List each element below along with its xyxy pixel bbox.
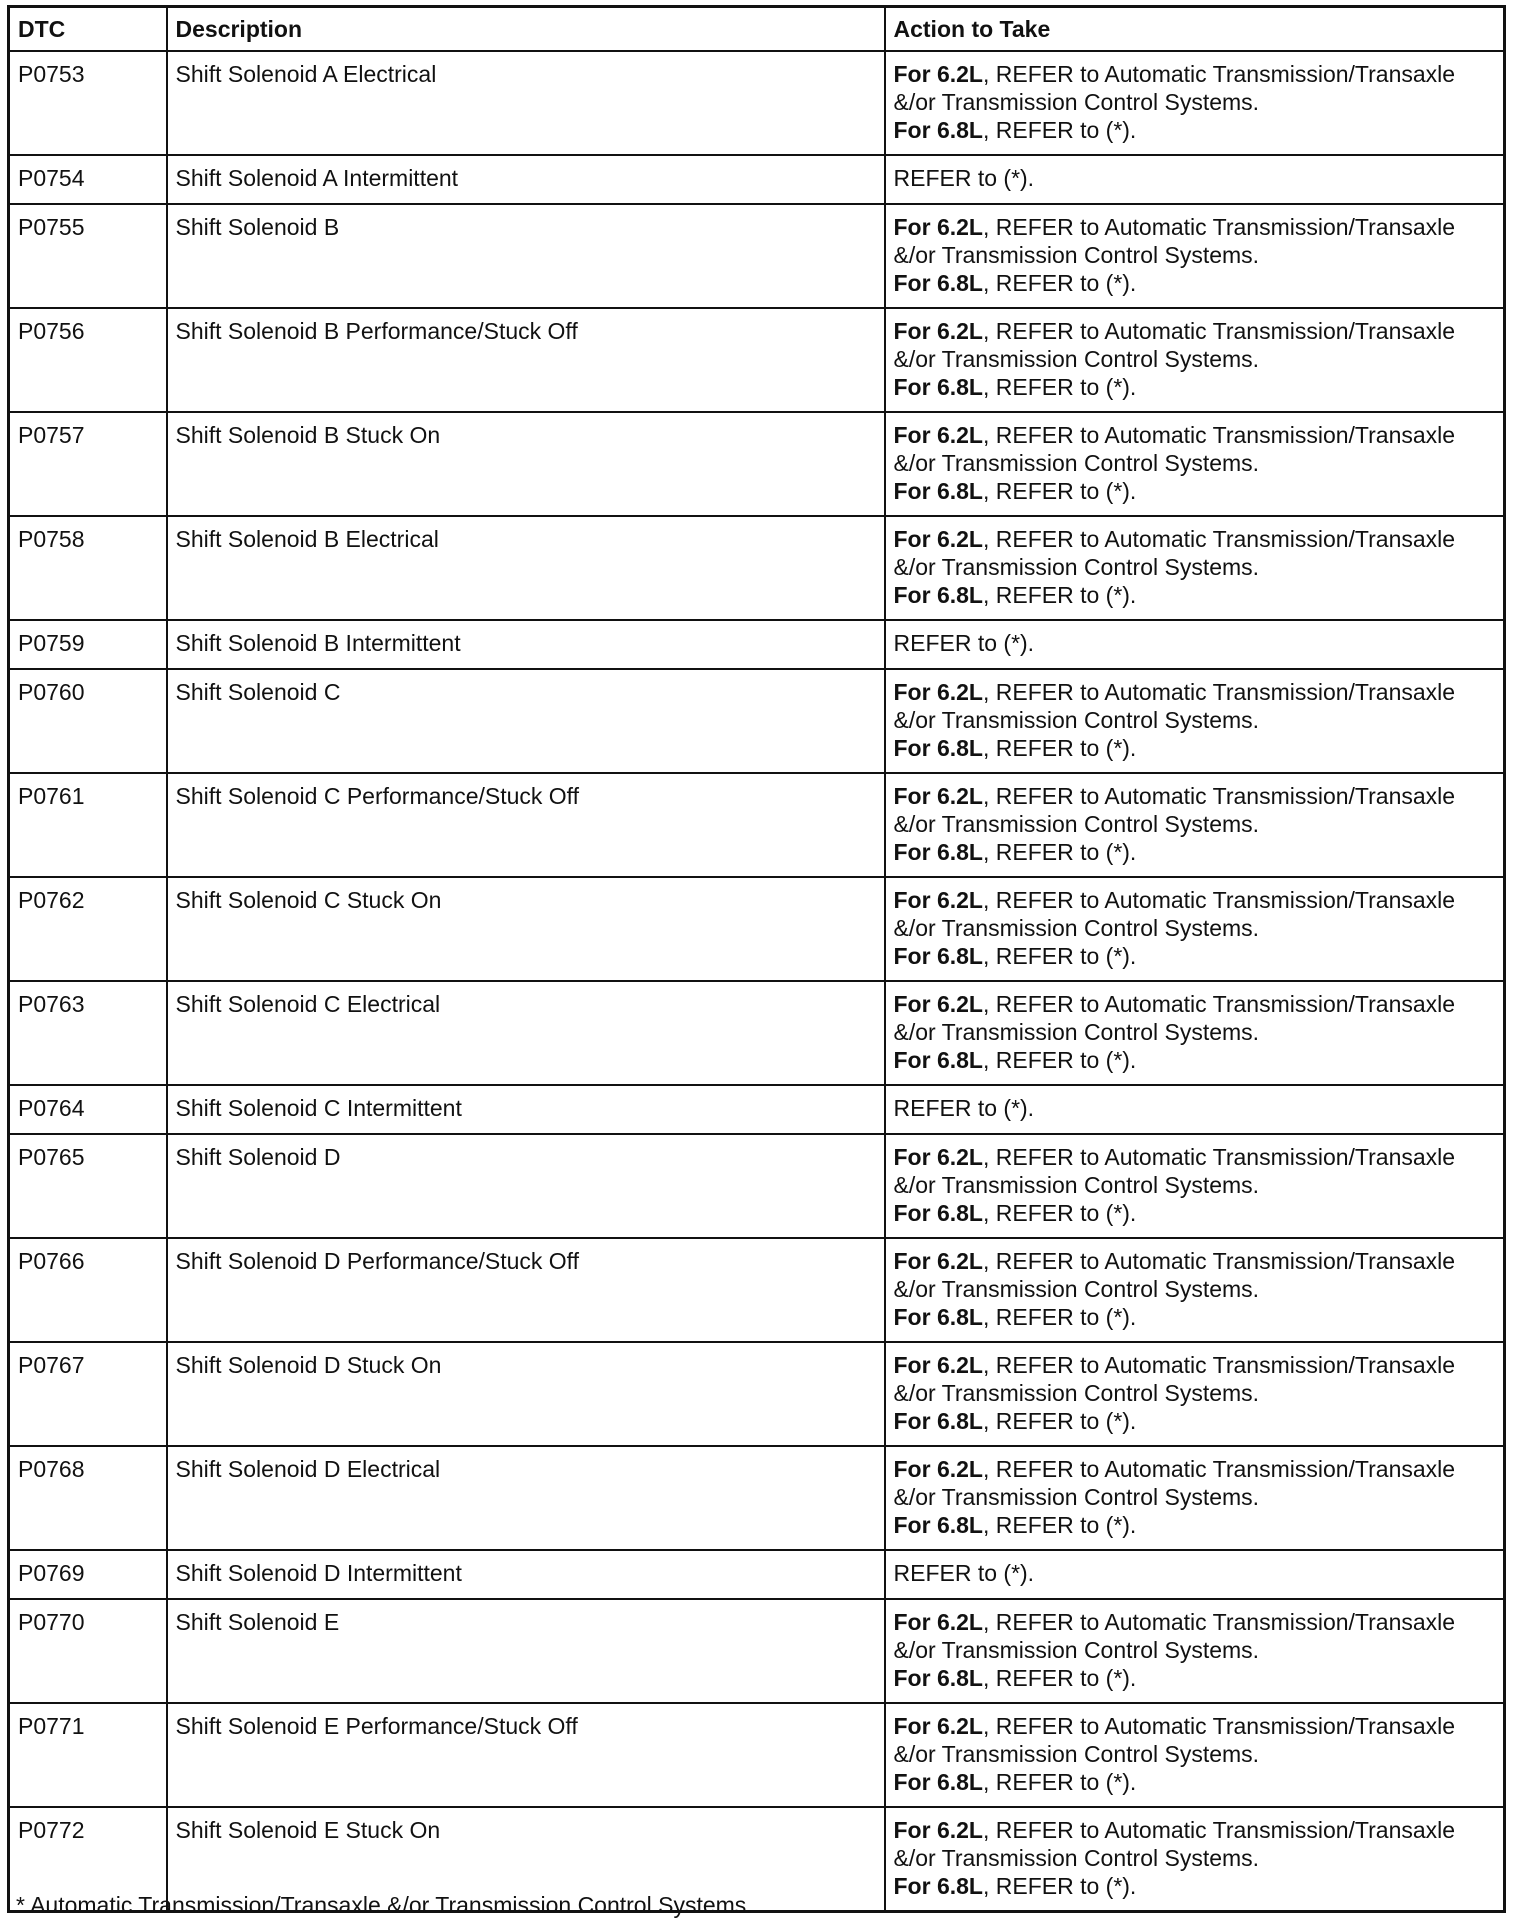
action-line-2: &/or Transmission Control Systems.	[893, 346, 1260, 372]
action-line-1	[894, 1816, 1496, 1844]
action-line-3	[894, 1303, 1496, 1331]
for-62l-label: For 6.2L	[893, 887, 983, 913]
for-68l-label: For 6.8L	[893, 1769, 983, 1795]
action-line-3	[894, 1199, 1496, 1227]
for-62l-label: For 6.2L	[893, 783, 983, 809]
dtc-description: Shift Solenoid C Intermittent	[167, 1085, 885, 1134]
table-row	[9, 516, 1505, 620]
for-68l-label: For 6.8L	[893, 1512, 983, 1538]
action-line-1	[894, 421, 1496, 449]
dtc-code: P0762	[9, 877, 167, 981]
action-line-3	[894, 1872, 1496, 1900]
action-cell	[885, 51, 1505, 155]
for-68l-label: For 6.8L	[893, 1200, 983, 1226]
refer-automatic-text: , REFER to Automatic Transmission/Transaxle	[982, 679, 1456, 705]
dtc-description: Shift Solenoid B Electrical	[167, 516, 885, 620]
dtc-code: P0758	[9, 516, 167, 620]
action-cell	[885, 1599, 1505, 1703]
action-line-2: &/or Transmission Control Systems.	[893, 89, 1260, 115]
for-68l-label: For 6.8L	[893, 1304, 983, 1330]
table-row	[9, 1238, 1505, 1342]
for-68l-label: For 6.8L	[893, 270, 983, 296]
action-cell	[885, 1807, 1505, 1912]
dtc-code: P0769	[9, 1550, 167, 1599]
action-line-1	[894, 525, 1496, 553]
refer-star-text: , REFER to (*).	[982, 1769, 1137, 1795]
dtc-description: Shift Solenoid C	[167, 669, 885, 773]
refer-star-text: , REFER to (*).	[982, 735, 1137, 761]
dtc-description: Shift Solenoid B	[167, 204, 885, 308]
dtc-table	[7, 5, 1506, 1913]
for-62l-label: For 6.2L	[893, 1144, 983, 1170]
action-cell	[885, 1134, 1505, 1238]
dtc-description: Shift Solenoid C Performance/Stuck Off	[167, 773, 885, 877]
refer-star-text: , REFER to (*).	[982, 478, 1137, 504]
dtc-description: Shift Solenoid E	[167, 1599, 885, 1703]
action-cell	[885, 981, 1505, 1085]
for-62l-label: For 6.2L	[893, 679, 983, 705]
table-row	[9, 204, 1505, 308]
for-62l-label: For 6.2L	[893, 1352, 983, 1378]
action-line-1	[894, 317, 1496, 345]
action-cell	[885, 1342, 1505, 1446]
table-row	[9, 620, 1505, 669]
dtc-description: Shift Solenoid C Stuck On	[167, 877, 885, 981]
action-line-3	[894, 1046, 1496, 1074]
for-68l-label: For 6.8L	[893, 1873, 983, 1899]
action-line-3	[894, 734, 1496, 762]
action-line-2: &/or Transmission Control Systems.	[893, 1276, 1260, 1302]
action-line-2: &/or Transmission Control Systems.	[893, 450, 1260, 476]
action-line-1	[894, 1608, 1496, 1636]
action-line-2: &/or Transmission Control Systems.	[893, 242, 1260, 268]
dtc-description: Shift Solenoid D Electrical	[167, 1446, 885, 1550]
action-line-2: &/or Transmission Control Systems.	[893, 915, 1260, 941]
for-62l-label: For 6.2L	[893, 1609, 983, 1635]
for-62l-label: For 6.2L	[893, 422, 983, 448]
action-line-2: &/or Transmission Control Systems.	[893, 811, 1260, 837]
table-row	[9, 308, 1505, 412]
action-line-2: &/or Transmission Control Systems.	[893, 1741, 1260, 1767]
dtc-code: P0772	[9, 1807, 167, 1912]
dtc-description: Shift Solenoid C Electrical	[167, 981, 885, 1085]
table-row	[9, 1085, 1505, 1134]
action-cell	[885, 620, 1505, 669]
action-line-3	[894, 1511, 1496, 1539]
action-line-3	[894, 477, 1496, 505]
action-line-3	[894, 269, 1496, 297]
table-row	[9, 773, 1505, 877]
table-row	[9, 1446, 1505, 1550]
table-row	[9, 981, 1505, 1085]
dtc-description: Shift Solenoid D Intermittent	[167, 1550, 885, 1599]
dtc-description: Shift Solenoid A Intermittent	[167, 155, 885, 204]
dtc-description: Shift Solenoid D	[167, 1134, 885, 1238]
action-refer-text: REFER to (*).	[893, 630, 1035, 656]
action-line-2: &/or Transmission Control Systems.	[893, 1484, 1260, 1510]
for-62l-label: For 6.2L	[893, 991, 983, 1017]
action-line-2: &/or Transmission Control Systems.	[893, 1019, 1260, 1045]
refer-star-text: , REFER to (*).	[982, 1512, 1137, 1538]
action-line-2: &/or Transmission Control Systems.	[893, 1172, 1260, 1198]
dtc-code: P0770	[9, 1599, 167, 1703]
action-cell	[885, 877, 1505, 981]
for-68l-label: For 6.8L	[893, 117, 983, 143]
action-cell	[885, 1085, 1505, 1134]
refer-star-text: , REFER to (*).	[982, 582, 1137, 608]
refer-automatic-text: , REFER to Automatic Transmission/Transaxle	[982, 783, 1456, 809]
dtc-code: P0757	[9, 412, 167, 516]
action-cell	[885, 308, 1505, 412]
dtc-code: P0759	[9, 620, 167, 669]
table-body	[9, 51, 1505, 1912]
action-line-1	[894, 990, 1496, 1018]
table-row	[9, 1342, 1505, 1446]
refer-automatic-text: , REFER to Automatic Transmission/Transaxle	[982, 318, 1456, 344]
dtc-code: P0756	[9, 308, 167, 412]
action-line-1	[894, 678, 1496, 706]
refer-automatic-text: , REFER to Automatic Transmission/Transaxle	[982, 422, 1456, 448]
dtc-description: Shift Solenoid B Stuck On	[167, 412, 885, 516]
dtc-description: Shift Solenoid E Stuck On	[167, 1807, 885, 1912]
refer-automatic-text: , REFER to Automatic Transmission/Transaxle	[982, 1456, 1456, 1482]
for-68l-label: For 6.8L	[893, 582, 983, 608]
refer-star-text: , REFER to (*).	[982, 1304, 1137, 1330]
action-line-1	[894, 213, 1496, 241]
table-row	[9, 51, 1505, 155]
action-line-2: &/or Transmission Control Systems.	[893, 1380, 1260, 1406]
dtc-code: P0763	[9, 981, 167, 1085]
action-line-1	[894, 1247, 1496, 1275]
action-cell	[885, 155, 1505, 204]
action-line-3	[894, 942, 1496, 970]
refer-automatic-text: , REFER to Automatic Transmission/Transaxle	[982, 1609, 1456, 1635]
refer-star-text: , REFER to (*).	[982, 1408, 1137, 1434]
refer-star-text: , REFER to (*).	[982, 374, 1137, 400]
action-cell	[885, 1446, 1505, 1550]
header-dtc: DTC	[9, 7, 167, 52]
header-description: Description	[167, 7, 885, 52]
refer-star-text: , REFER to (*).	[982, 117, 1137, 143]
refer-star-text: , REFER to (*).	[982, 1873, 1137, 1899]
action-line-2: &/or Transmission Control Systems.	[893, 1637, 1260, 1663]
action-refer-text: REFER to (*).	[893, 1560, 1035, 1586]
table-row	[9, 412, 1505, 516]
for-62l-label: For 6.2L	[893, 526, 983, 552]
action-line-1	[894, 1351, 1496, 1379]
action-line-1	[894, 1712, 1496, 1740]
action-line-3	[894, 1664, 1496, 1692]
action-line-3	[894, 1407, 1496, 1435]
action-cell	[885, 204, 1505, 308]
action-line-1	[894, 1143, 1496, 1171]
action-line-1	[894, 886, 1496, 914]
action-line-3	[894, 581, 1496, 609]
dtc-code: P0755	[9, 204, 167, 308]
refer-star-text: , REFER to (*).	[982, 1200, 1137, 1226]
table-row	[9, 1134, 1505, 1238]
action-line-2: &/or Transmission Control Systems.	[893, 707, 1260, 733]
action-cell	[885, 412, 1505, 516]
action-cell	[885, 669, 1505, 773]
for-68l-label: For 6.8L	[893, 374, 983, 400]
for-68l-label: For 6.8L	[893, 735, 983, 761]
refer-automatic-text: , REFER to Automatic Transmission/Transaxle	[982, 887, 1456, 913]
dtc-code: P0754	[9, 155, 167, 204]
action-line-1	[894, 782, 1496, 810]
refer-star-text: , REFER to (*).	[982, 839, 1137, 865]
action-line-3	[894, 1768, 1496, 1796]
action-line-3	[894, 838, 1496, 866]
refer-automatic-text: , REFER to Automatic Transmission/Transaxle	[982, 1817, 1456, 1843]
dtc-description: Shift Solenoid D Stuck On	[167, 1342, 885, 1446]
refer-star-text: , REFER to (*).	[982, 1665, 1137, 1691]
action-cell	[885, 773, 1505, 877]
table-row	[9, 877, 1505, 981]
action-line-2: &/or Transmission Control Systems.	[893, 1845, 1260, 1871]
dtc-description: Shift Solenoid D Performance/Stuck Off	[167, 1238, 885, 1342]
dtc-description: Shift Solenoid A Electrical	[167, 51, 885, 155]
refer-star-text: , REFER to (*).	[982, 270, 1137, 296]
dtc-code: P0771	[9, 1703, 167, 1807]
refer-automatic-text: , REFER to Automatic Transmission/Transaxle	[982, 526, 1456, 552]
refer-star-text: , REFER to (*).	[982, 1047, 1137, 1073]
dtc-description: Shift Solenoid E Performance/Stuck Off	[167, 1703, 885, 1807]
header-action: Action to Take	[885, 7, 1505, 52]
dtc-code: P0753	[9, 51, 167, 155]
for-62l-label: For 6.2L	[893, 1248, 983, 1274]
for-68l-label: For 6.8L	[893, 478, 983, 504]
refer-star-text: , REFER to (*).	[982, 943, 1137, 969]
dtc-code: P0760	[9, 669, 167, 773]
for-62l-label: For 6.2L	[893, 61, 983, 87]
table-row	[9, 1599, 1505, 1703]
refer-automatic-text: , REFER to Automatic Transmission/Transaxle	[982, 1713, 1456, 1739]
refer-automatic-text: , REFER to Automatic Transmission/Transaxle	[982, 214, 1456, 240]
action-line-3	[894, 373, 1496, 401]
action-cell	[885, 516, 1505, 620]
table-row	[9, 669, 1505, 773]
action-refer-text: REFER to (*).	[893, 1095, 1035, 1121]
dtc-code: P0767	[9, 1342, 167, 1446]
table-row	[9, 1703, 1505, 1807]
for-68l-label: For 6.8L	[893, 839, 983, 865]
dtc-description: Shift Solenoid B Performance/Stuck Off	[167, 308, 885, 412]
refer-automatic-text: , REFER to Automatic Transmission/Transaxle	[982, 1144, 1456, 1170]
for-62l-label: For 6.2L	[893, 318, 983, 344]
action-refer-text: REFER to (*).	[893, 165, 1035, 191]
footnote: * Automatic Transmission/Transaxle &/or Transmission Control Systems.	[16, 1892, 753, 1918]
refer-automatic-text: , REFER to Automatic Transmission/Transaxle	[982, 991, 1456, 1017]
action-line-1	[894, 1455, 1496, 1483]
for-62l-label: For 6.2L	[893, 1713, 983, 1739]
action-cell	[885, 1238, 1505, 1342]
action-cell	[885, 1550, 1505, 1599]
refer-automatic-text: , REFER to Automatic Transmission/Transaxle	[982, 1248, 1456, 1274]
dtc-code: P0764	[9, 1085, 167, 1134]
dtc-description: Shift Solenoid B Intermittent	[167, 620, 885, 669]
for-62l-label: For 6.2L	[893, 214, 983, 240]
table-header-row	[9, 7, 1505, 52]
for-62l-label: For 6.2L	[893, 1456, 983, 1482]
table-row	[9, 1550, 1505, 1599]
action-cell	[885, 1703, 1505, 1807]
for-68l-label: For 6.8L	[893, 1047, 983, 1073]
action-line-3	[894, 116, 1496, 144]
for-68l-label: For 6.8L	[893, 1408, 983, 1434]
dtc-code: P0765	[9, 1134, 167, 1238]
refer-automatic-text: , REFER to Automatic Transmission/Transaxle	[982, 1352, 1456, 1378]
dtc-code: P0761	[9, 773, 167, 877]
dtc-code: P0766	[9, 1238, 167, 1342]
dtc-code: P0768	[9, 1446, 167, 1550]
for-68l-label: For 6.8L	[893, 943, 983, 969]
action-line-2: &/or Transmission Control Systems.	[893, 554, 1260, 580]
action-line-1	[894, 60, 1496, 88]
for-68l-label: For 6.8L	[893, 1665, 983, 1691]
for-62l-label: For 6.2L	[893, 1817, 983, 1843]
table-row	[9, 155, 1505, 204]
refer-automatic-text: , REFER to Automatic Transmission/Transaxle	[982, 61, 1456, 87]
